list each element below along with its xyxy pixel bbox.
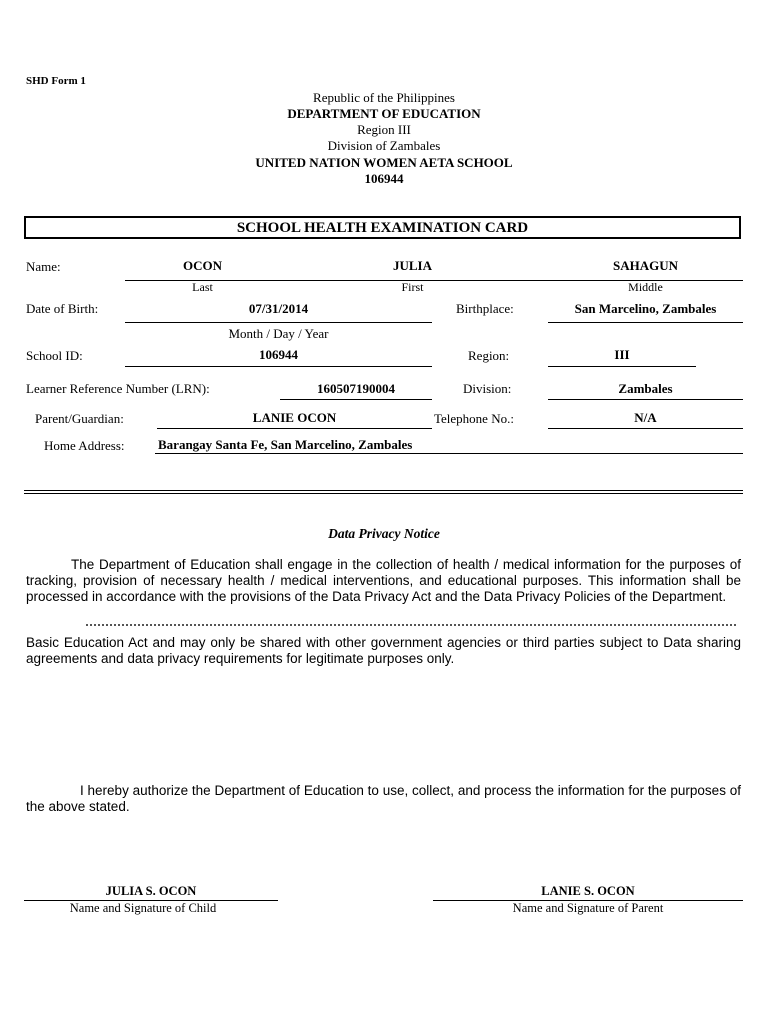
header-department: DEPARTMENT OF EDUCATION xyxy=(287,106,481,121)
division-underline xyxy=(548,399,743,400)
child-name: JULIA S. OCON xyxy=(105,884,197,898)
lrn-underline xyxy=(280,399,432,400)
first-name-value[interactable]: JULIA xyxy=(392,258,432,273)
guardian-label: Parent/Guardian: xyxy=(35,411,124,426)
last-name-value[interactable]: OCON xyxy=(183,258,222,273)
address-label: Home Address: xyxy=(44,438,125,453)
first-caption: First xyxy=(401,280,424,294)
dob-label: Date of Birth: xyxy=(26,301,99,316)
middle-caption: Middle xyxy=(628,280,663,294)
privacy-paragraph-2: Basic Education Act and may only be shared with other government agencies or third parties subject to Data sharing agreements and data privacy requirements for legitimate purposes only. xyxy=(26,635,741,666)
guardian-underline xyxy=(157,428,432,429)
overlapped-text-remnant xyxy=(26,623,741,627)
header-division: Division of Zambales xyxy=(327,138,441,153)
name-label: Name: xyxy=(26,259,61,274)
birthplace-label: Birthplace: xyxy=(456,301,514,316)
privacy-heading: Data Privacy Notice xyxy=(328,526,440,541)
separator-bottom xyxy=(24,493,743,494)
header-school-name: UNITED NATION WOMEN AETA SCHOOL xyxy=(255,155,513,170)
header-region: Region III xyxy=(357,122,411,137)
lrn-value[interactable]: 160507190004 xyxy=(317,381,395,396)
region-value[interactable]: III xyxy=(614,347,630,362)
header-republic: Republic of the Philippines xyxy=(313,90,455,105)
separator-top xyxy=(24,490,743,491)
lrn-label: Learner Reference Number (LRN): xyxy=(26,381,210,396)
form-code: SHD Form 1 xyxy=(26,75,86,87)
telephone-underline xyxy=(548,428,743,429)
parent-name: LANIE S. OCON xyxy=(541,884,635,898)
header-school-id: 106944 xyxy=(364,171,404,186)
school-id-label: School ID: xyxy=(26,348,83,363)
address-value[interactable]: Barangay Santa Fe, San Marcelino, Zambales xyxy=(158,437,413,452)
division-label: Division: xyxy=(463,381,512,396)
card-title-box xyxy=(24,216,741,239)
dob-caption: Month / Day / Year xyxy=(228,326,329,341)
birthplace-value[interactable]: San Marcelino, Zambales xyxy=(574,301,717,316)
school-id-value[interactable]: 106944 xyxy=(259,347,298,362)
telephone-value[interactable]: N/A xyxy=(634,410,657,425)
dob-underline xyxy=(125,322,432,323)
region-underline xyxy=(548,366,696,367)
middle-name-value[interactable]: SAHAGUN xyxy=(612,258,678,273)
birthplace-underline xyxy=(548,322,743,323)
last-caption: Last xyxy=(192,280,213,294)
guardian-value[interactable]: LANIE OCON xyxy=(252,410,337,425)
school-id-underline xyxy=(125,366,432,367)
child-signature-caption: Name and Signature of Child xyxy=(69,901,217,915)
telephone-label: Telephone No.: xyxy=(434,411,514,426)
region-label: Region: xyxy=(468,348,510,363)
authorization-statement: I hereby authorize the Department of Education to use, collect, and process the information for the purposes of the above stated. xyxy=(26,783,741,814)
division-value[interactable]: Zambales xyxy=(618,381,673,396)
privacy-paragraph-1: The Department of Education shall engage in the collection of health / medical information for the purposes of tracking, provision of necessary health / medical interventions, and educational purposes. This information shall be processed in accordance with the provisions of the Data Privacy Act and the Data Privacy Policies of the Department. xyxy=(26,557,741,604)
card-title: SCHOOL HEALTH EXAMINATION CARD xyxy=(236,220,529,236)
address-underline xyxy=(155,453,743,454)
parent-signature-caption: Name and Signature of Parent xyxy=(512,901,664,915)
dob-value[interactable]: 07/31/2014 xyxy=(248,301,309,316)
